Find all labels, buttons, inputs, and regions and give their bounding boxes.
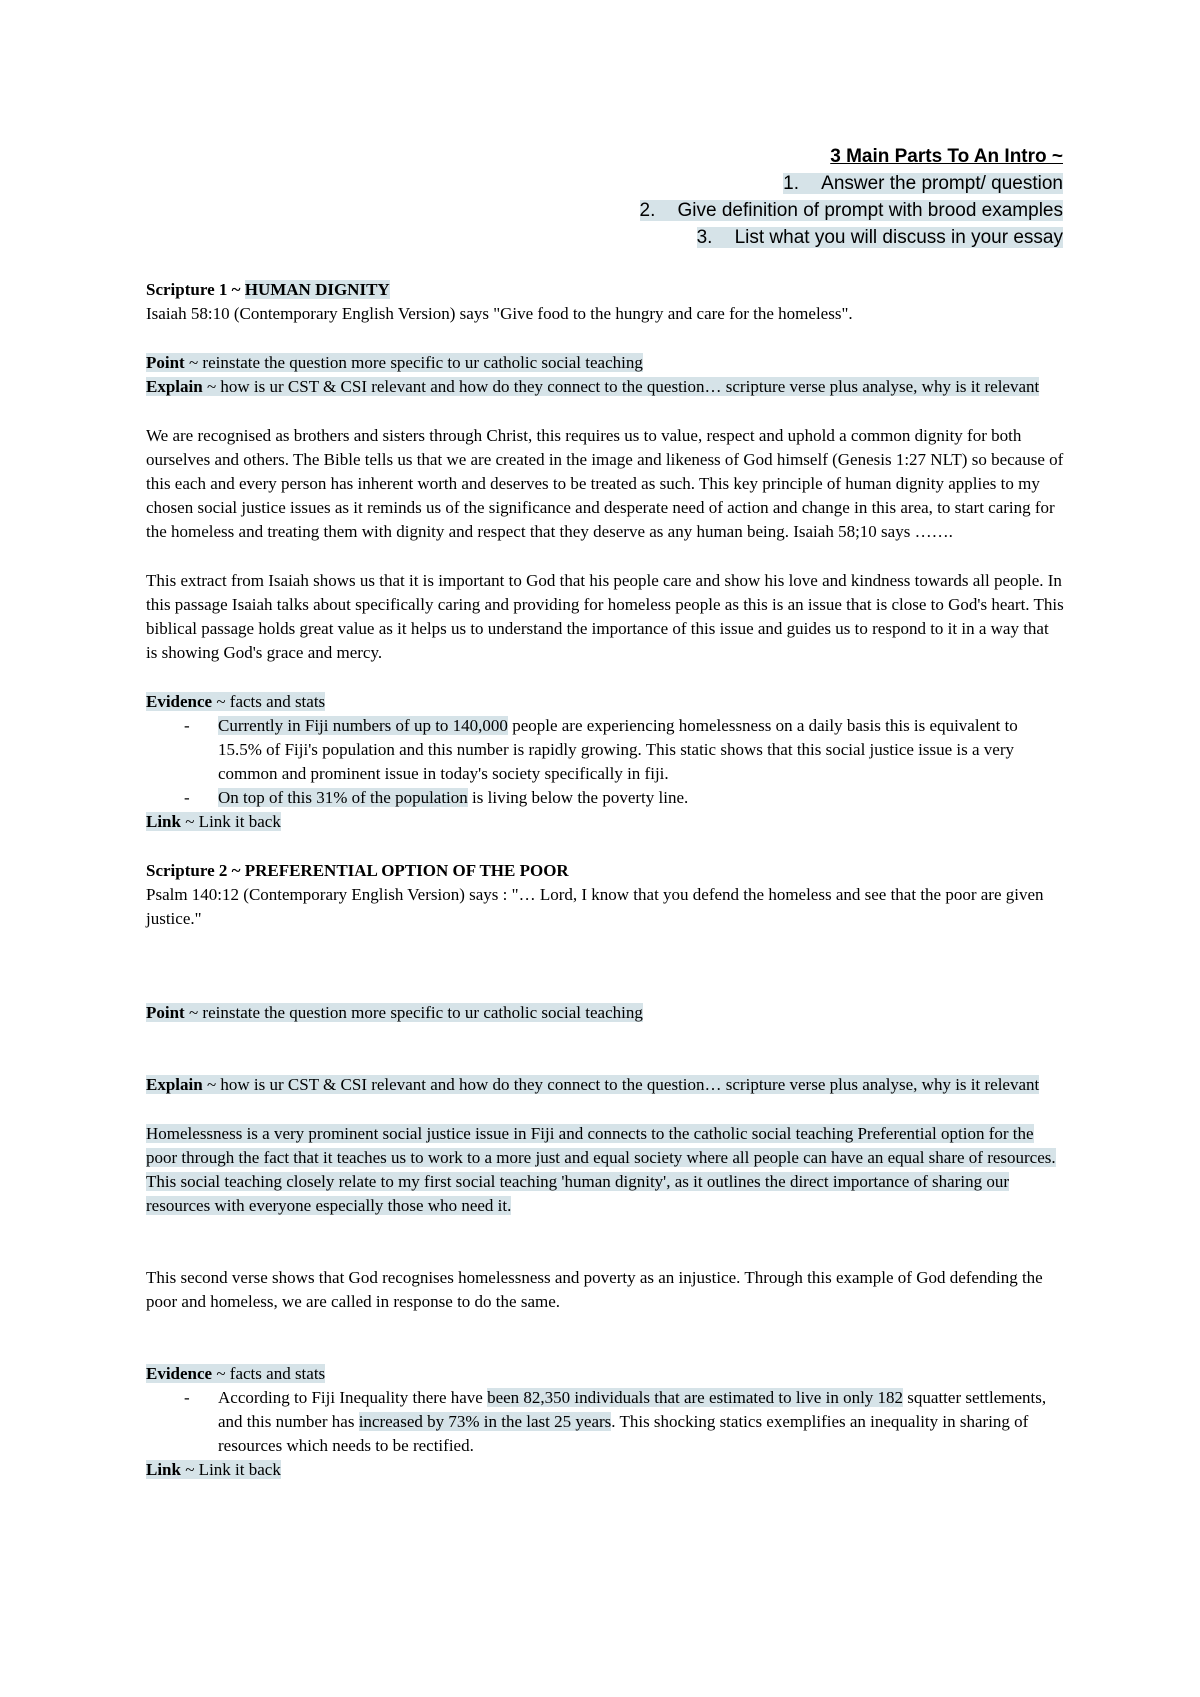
intro-item-text: List what you will discuss in your essay: [734, 227, 1063, 248]
evidence-label: Evidence: [146, 692, 213, 711]
bullet-text: . This shocking statics exemplifies an inequality in sharing of resources which needs to be rectified.: [218, 1412, 1029, 1455]
link-text: ~ Link it back: [180, 1460, 281, 1479]
intro-item: [640, 170, 1063, 197]
link-label: Link: [146, 812, 181, 831]
paragraph: [146, 1122, 1064, 1218]
explain-line: [146, 375, 1064, 399]
bullet-highlight: Currently in Fiji numbers of up to 140,000: [218, 716, 508, 735]
scripture-2-heading: [146, 859, 1064, 883]
paragraph-highlight: Homelessness is a very prominent social justice issue in Fiji and connects to the catholic social teaching Preferential option for the poor through the fact that it teaches us to work to a more just and equal society where all people can have an equal share of resources. This social teaching closely relate to my first social teaching 'human dignity', as it outlines the direct importance of sharing our resources with everyone especially those who need it.: [146, 1124, 1056, 1215]
bullet-highlight: been 82,350 individuals that are estimated to live in only 182: [487, 1388, 904, 1407]
list-item: [146, 786, 1064, 810]
bullet-text: is living below the poverty line.: [467, 788, 689, 807]
evidence-text: ~ facts and stats: [212, 1364, 326, 1383]
evidence-text: ~ facts and stats: [212, 692, 326, 711]
intro-item: [640, 224, 1063, 251]
heading-label: Scripture 2 ~ PREFERENTIAL OPTION OF THE POOR: [146, 861, 569, 880]
evidence-label: Evidence: [146, 1364, 213, 1383]
scripture-2-verse: Psalm 140:12 (Contemporary English Version) says : "… Lord, I know that you defend the homeless and see that the poor are given justice.": [146, 885, 1044, 928]
bullet-highlight: increased by 73% in the last 25 years: [358, 1412, 612, 1431]
intro-item-number: 1.: [783, 173, 799, 194]
scripture-1-verse: Isaiah 58:10 (Contemporary English Version) says "Give food to the hungry and care for the homeless".: [146, 304, 853, 323]
point-text: ~ reinstate the question more specific to ur catholic social teaching: [184, 1003, 643, 1022]
intro-item: [640, 197, 1063, 224]
bullet-dash: -: [184, 788, 190, 807]
list-item: [146, 714, 1064, 786]
bullet-text: people are experiencing homelessness on a daily basis this is equivalent to 15.5% of Fiji's population and this number is rapidly growing. This static shows that this social justice issue is a very common and prominent issue in today's society specifically in fiji.: [218, 716, 1018, 783]
intro-item-text: Answer the prompt/ question: [821, 173, 1063, 194]
point-text: ~ reinstate the question more specific to ur catholic social teaching: [184, 353, 643, 372]
paragraph: This extract from Isaiah shows us that it is important to God that his people care and show his love and kindness towards all people. In this passage Isaiah talks about specifically caring and providing for homeless people as this is an issue that is close to God's heart. This biblical passage holds great value as it helps us to understand the importance of this issue and guides us to respond to it in a way that is showing God's grace and mercy.: [146, 571, 1064, 662]
point-line: [146, 351, 1064, 375]
intro-title: 3 Main Parts To An Intro ~: [830, 146, 1063, 167]
link-label: Link: [146, 1460, 181, 1479]
bullet-text: According to Fiji Inequality there have: [218, 1388, 488, 1407]
document-body: [146, 278, 1064, 1482]
intro-item-number: 3.: [696, 227, 713, 248]
link-line: [146, 810, 1064, 834]
heading-topic: HUMAN DIGNITY: [244, 280, 390, 299]
intro-item-number: 2.: [639, 200, 656, 221]
intro-guide: [640, 143, 1063, 251]
bullet-dash: -: [184, 716, 190, 735]
paragraph: This second verse shows that God recognises homelessness and poverty as an injustice. Through this example of God defending the poor and homeless, we are called in response to do the same.: [146, 1268, 1043, 1311]
scripture-1-heading: [146, 278, 1064, 302]
heading-label: Scripture 1 ~: [146, 280, 245, 299]
bullet-text: squatter settlements, and this number has: [218, 1388, 1047, 1431]
point-label: Point: [146, 353, 185, 372]
link-line: [146, 1458, 1064, 1482]
explain-label: Explain: [146, 1075, 203, 1094]
bullet-highlight: On top of this 31% of the population: [218, 788, 468, 807]
explain-text: ~ how is ur CST & CSI relevant and how do they connect to the question… scripture verse plus analyse, why is it relevant: [202, 1075, 1040, 1094]
paragraph: We are recognised as brothers and sisters through Christ, this requires us to value, respect and uphold a common dignity for both ourselves and others. The Bible tells us that we are created in the image and likeness of God himself (Genesis 1:27 NLT) so because of this each and every person has inherent worth and deserves to be treated as such. This key principle of human dignity applies to my chosen social justice issues as it reminds us of the significance and desperate need of action and change in this area, to start caring for the homeless and treating them with dignity and respect that they deserve as any human being. Isaiah 58;10 says …….: [146, 426, 1064, 541]
point-label: Point: [146, 1003, 185, 1022]
explain-text: ~ how is ur CST & CSI relevant and how do they connect to the question… scripture verse plus analyse, why is it relevant: [202, 377, 1040, 396]
bullet-dash: -: [184, 1388, 190, 1407]
link-text: ~ Link it back: [180, 812, 281, 831]
explain-label: Explain: [146, 377, 203, 396]
evidence-line: [146, 690, 1064, 714]
explain-line: [146, 1073, 1064, 1097]
point-line: [146, 1001, 1064, 1025]
intro-item-text: Give definition of prompt with brood examples: [677, 200, 1063, 221]
evidence-line: [146, 1362, 1064, 1386]
list-item: [146, 1386, 1064, 1458]
